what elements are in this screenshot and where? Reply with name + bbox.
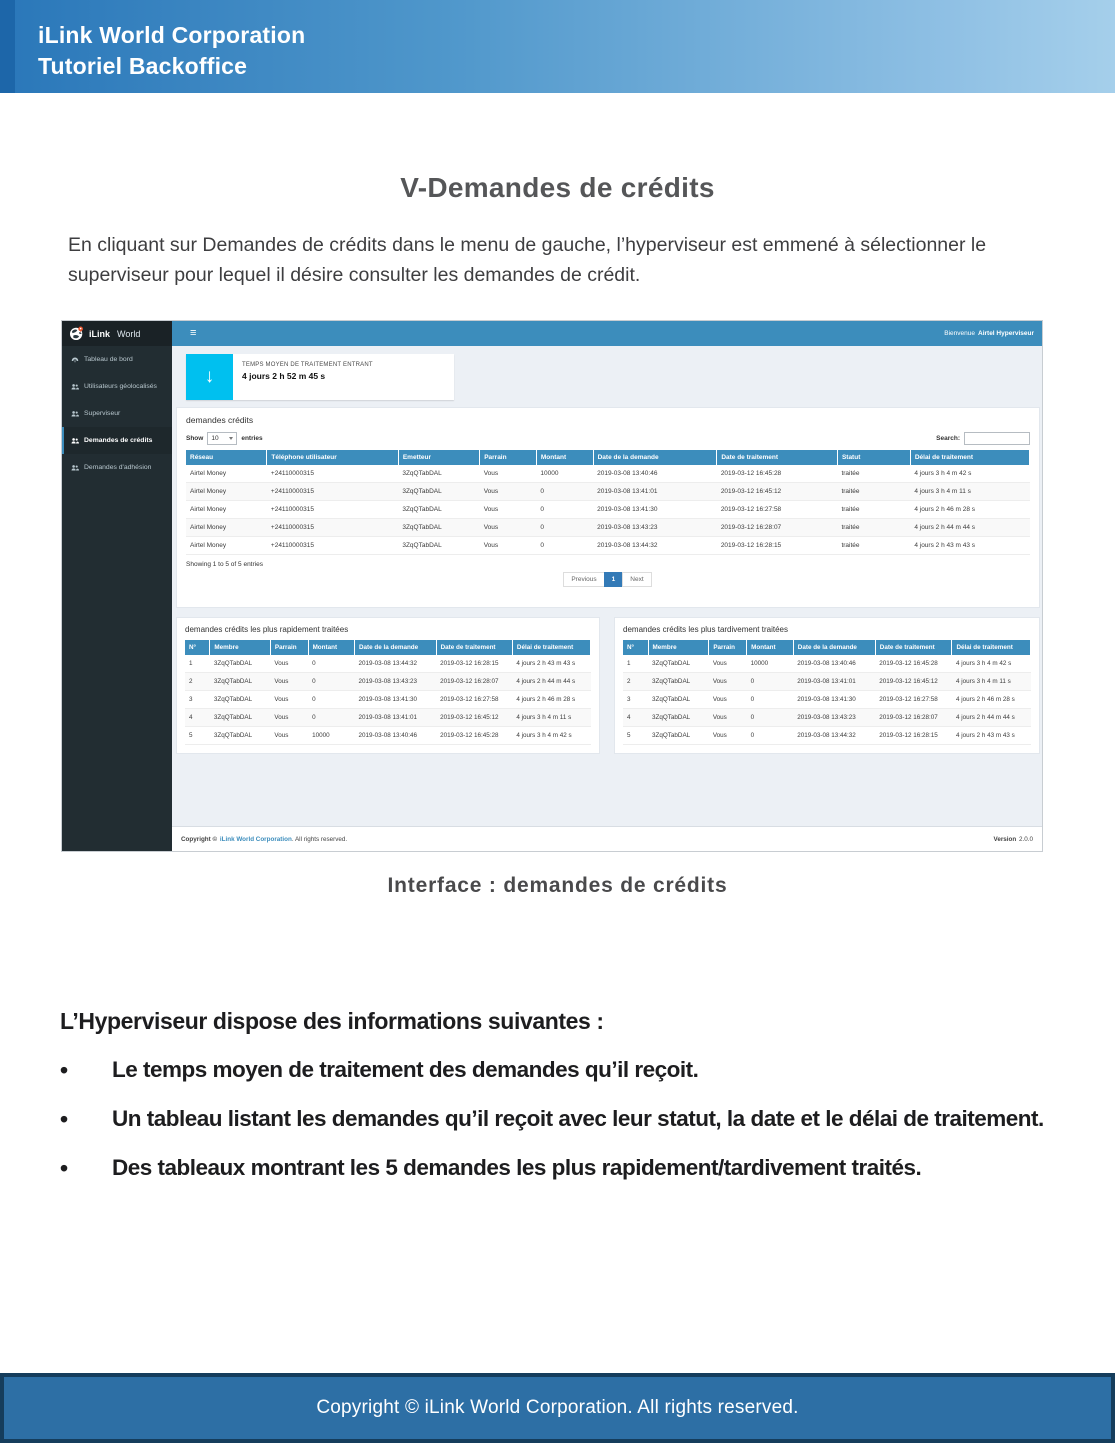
column-header[interactable]: Parrain [480, 450, 537, 465]
document-footer-bar [0, 1373, 1115, 1443]
table-cell: Airtel Money [186, 483, 267, 501]
credit-requests-panel [176, 407, 1040, 608]
table-head [623, 640, 1031, 655]
screenshot-caption: Interface : demandes de crédits [387, 874, 728, 897]
pagination [177, 571, 1039, 589]
search-control [936, 432, 1030, 445]
column-header[interactable]: Membre [648, 640, 709, 655]
table-cell: Airtel Money [186, 465, 267, 483]
table-cell: 2019-03-08 13:40:46 [355, 727, 437, 745]
document-header-banner [0, 0, 1115, 93]
page-title: V-Demandes de crédits [400, 172, 715, 203]
entries-label: entries [241, 435, 263, 442]
table-cell: 10000 [308, 727, 354, 745]
panel-title: demandes crédits [186, 415, 254, 425]
table-cell: 4 jours 3 h 4 m 42 s [952, 655, 1031, 673]
column-header[interactable]: Emetteur [398, 450, 479, 465]
avg-processing-time-infobox [186, 354, 454, 400]
table-cell: 4 jours 2 h 43 m 43 s [952, 727, 1031, 745]
table-cell: Vous [270, 709, 308, 727]
copyright-suffix: . All rights reserved. [291, 835, 348, 843]
arrow-down-icon: ↓ [186, 354, 233, 400]
table-cell: 2019-03-08 13:41:30 [793, 691, 875, 709]
column-header[interactable]: Parrain [709, 640, 747, 655]
table-row [185, 673, 591, 691]
brand-name-bold: iLink [89, 328, 111, 339]
table-cell: 4 jours 2 h 46 m 28 s [910, 501, 1029, 519]
table-row [623, 673, 1031, 691]
page-length-control [186, 432, 263, 445]
version-value: 2.0.0 [1018, 835, 1033, 843]
table-row [185, 727, 591, 745]
table-cell: 3ZqQTabDAL [648, 673, 709, 691]
panel-title: demandes crédits les plus tardivement traitées [623, 625, 788, 634]
table-cell: 2019-03-12 16:45:28 [717, 465, 838, 483]
sidebar-item-utilisateurs-geolocalises[interactable] [62, 373, 172, 400]
page-length-select[interactable] [207, 432, 237, 445]
column-header[interactable]: Statut [837, 450, 910, 465]
table-row [623, 709, 1031, 727]
table-cell: 4 jours 2 h 46 m 28 s [512, 691, 590, 709]
table-head [186, 450, 1030, 465]
table-cell: 2019-03-08 13:41:01 [355, 709, 437, 727]
table-row [186, 501, 1030, 519]
brand-name-light: World [117, 328, 141, 339]
copyright-prefix: Copyright © [181, 835, 219, 843]
sidebar-item-label: Superviseur [84, 410, 121, 417]
credit-requests-table [186, 450, 1030, 555]
table-cell: 4 [623, 709, 648, 727]
table-cell: 2019-03-08 13:41:30 [355, 691, 437, 709]
dashboard-icon [71, 356, 79, 364]
table-cell: 1 [185, 655, 210, 673]
app-logo[interactable] [62, 321, 172, 346]
intro-paragraph: En cliquant sur Demandes de crédits dans le menu de gauche, l’hyperviseur est emmené à sélectionner le superviseur pour lequel il désire consulter les demandes de crédit. [68, 234, 987, 286]
column-header[interactable]: Parrain [270, 640, 308, 655]
column-header[interactable]: Date de la demande [355, 640, 437, 655]
table-cell: traitée [837, 483, 910, 501]
table-cell: 0 [308, 673, 354, 691]
sidebar-item-demandes-de-credits[interactable] [62, 427, 172, 454]
table-cell: 2019-03-12 16:28:07 [717, 519, 838, 537]
table-cell: 2 [185, 673, 210, 691]
column-header[interactable]: Montant [308, 640, 354, 655]
table-row [185, 655, 591, 673]
sidebar-item-tableau-de-bord[interactable] [62, 346, 172, 373]
column-header[interactable]: Montant [536, 450, 593, 465]
page-length-value: 10 [211, 435, 219, 442]
table-cell: 2019-03-12 16:45:12 [717, 483, 838, 501]
table-cell: 2019-03-12 16:45:12 [875, 673, 952, 691]
table-cell: 1 [623, 655, 648, 673]
table-cell: 2019-03-12 16:28:07 [875, 709, 952, 727]
table-row [185, 709, 591, 727]
app-footer [172, 826, 1042, 851]
table-body [186, 465, 1030, 555]
table-cell: Airtel Money [186, 501, 267, 519]
table-cell: 2019-03-12 16:45:28 [436, 727, 512, 745]
table-cell: 2019-03-08 13:40:46 [593, 465, 717, 483]
column-header[interactable]: Délai de traitement [512, 640, 590, 655]
table-cell: Vous [709, 727, 747, 745]
table-cell: 2019-03-12 16:27:58 [436, 691, 512, 709]
table-cell: Vous [480, 465, 537, 483]
column-header[interactable]: Téléphone utilisateur [267, 450, 398, 465]
welcome-user-label[interactable] [944, 321, 1034, 346]
column-header[interactable]: Date de traitement [875, 640, 952, 655]
table-cell: 2 [623, 673, 648, 691]
table-row [623, 727, 1031, 745]
showing-entries-label: Showing 1 to 5 of 5 entries [186, 561, 263, 568]
table-cell: traitée [837, 537, 910, 555]
column-header[interactable]: Montant [747, 640, 794, 655]
table-cell: 2019-03-08 13:40:46 [793, 655, 875, 673]
version-label: Version [993, 835, 1017, 843]
table-cell: traitée [837, 501, 910, 519]
table-cell: Vous [709, 691, 747, 709]
table-row [186, 483, 1030, 501]
table-cell: traitée [837, 519, 910, 537]
document-subtitle: Tutoriel Backoffice [38, 53, 248, 79]
users-icon [71, 464, 79, 472]
table-cell: 0 [536, 519, 593, 537]
table-cell: 3ZqQTabDAL [648, 655, 709, 673]
table-cell: 2019-03-08 13:41:01 [793, 673, 875, 691]
table-cell: 2019-03-12 16:45:28 [875, 655, 952, 673]
table-row [623, 691, 1031, 709]
footer-copyright: Copyright © iLink World Corporation. All rights reserved. [316, 1397, 799, 1418]
welcome-username: Airtel Hyperviseur [978, 330, 1034, 337]
sidebar-toggle-hamburger-icon[interactable]: ≡ [190, 327, 197, 339]
users-icon [71, 383, 79, 391]
fastest-processed-table [185, 640, 591, 745]
table-cell: Vous [709, 655, 747, 673]
sidebar-item-label: Demandes de crédits [84, 437, 153, 444]
table-cell: 3ZqQTabDAL [210, 709, 270, 727]
show-label: Show [186, 435, 204, 442]
previous-page-button[interactable]: Previous [563, 572, 604, 587]
table-cell: 3ZqQTabDAL [210, 673, 270, 691]
search-input[interactable] [964, 432, 1030, 445]
table-cell: 5 [623, 727, 648, 745]
next-page-button[interactable]: Next [622, 572, 651, 587]
column-header[interactable]: Délai de traitement [910, 450, 1029, 465]
table-row [186, 465, 1030, 483]
sidebar-item-label: Utilisateurs géolocalisés [84, 383, 157, 390]
table-row [623, 655, 1031, 673]
table-cell: Vous [480, 537, 537, 555]
bullet-marker: • [60, 1057, 69, 1083]
bullet-text: Un tableau listant les demandes qu’il reçoit avec leur statut, la date et le délai de traitement. [112, 1106, 1044, 1131]
table-cell: 3ZqQTabDAL [398, 501, 479, 519]
table-cell: Vous [480, 483, 537, 501]
sidebar-item-demandes-adhesion[interactable] [62, 454, 172, 481]
table-cell: 3ZqQTabDAL [648, 709, 709, 727]
table-cell: 0 [536, 537, 593, 555]
header-row [185, 640, 591, 655]
table-cell: 0 [308, 655, 354, 673]
table-cell: 2019-03-12 16:27:58 [875, 691, 952, 709]
table-cell: 2019-03-08 13:43:23 [355, 673, 437, 691]
table-cell: 3ZqQTabDAL [210, 727, 270, 745]
column-header[interactable]: Réseau [186, 450, 267, 465]
bullet-text: Des tableaux montrant les 5 demandes les plus rapidement/tardivement traités. [112, 1155, 922, 1180]
table-cell: 4 jours 2 h 44 m 44 s [952, 709, 1031, 727]
table-cell: Vous [270, 655, 308, 673]
header-row [623, 640, 1031, 655]
fastest-processed-panel [176, 617, 600, 754]
table-cell: 5 [185, 727, 210, 745]
table-cell: 2019-03-08 13:43:23 [793, 709, 875, 727]
table-cell: 2019-03-12 16:28:15 [875, 727, 952, 745]
bullet-text: Le temps moyen de traitement des demandes qu’il reçoit. [112, 1057, 699, 1082]
company-name: iLink World Corporation [38, 22, 306, 48]
users-icon [71, 410, 79, 418]
app-sidebar [62, 346, 172, 851]
table-row [186, 519, 1030, 537]
table-row [186, 537, 1030, 555]
table-cell: 0 [747, 709, 794, 727]
table-cell: 2019-03-12 16:27:58 [717, 501, 838, 519]
table-cell: Vous [270, 673, 308, 691]
datatable-controls [177, 429, 1039, 450]
table-cell: 2019-03-12 16:45:12 [436, 709, 512, 727]
table-cell: Airtel Money [186, 537, 267, 555]
info-section [60, 1008, 1065, 1182]
document-header-text [38, 20, 305, 82]
table-cell: 2019-03-08 13:44:32 [355, 655, 437, 673]
search-label: Search: [936, 435, 960, 442]
panel-title: demandes crédits les plus rapidement traitées [185, 625, 349, 634]
table-cell: 4 jours 3 h 4 m 11 s [952, 673, 1031, 691]
table-cell: +24110000315 [267, 519, 398, 537]
table-cell: 3ZqQTabDAL [398, 483, 479, 501]
app-content [172, 346, 1042, 851]
table-cell: +24110000315 [267, 483, 398, 501]
app-copyright [181, 836, 347, 843]
column-header[interactable]: Date de traitement [436, 640, 512, 655]
bullet-marker: • [60, 1155, 69, 1181]
table-cell: 4 jours 2 h 46 m 28 s [952, 691, 1031, 709]
bullet-item [60, 1154, 1065, 1182]
table-cell: +24110000315 [267, 501, 398, 519]
table-cell: 4 jours 2 h 43 m 43 s [512, 655, 590, 673]
table-cell: 0 [747, 727, 794, 745]
table-cell: 3ZqQTabDAL [648, 691, 709, 709]
table-cell: 4 jours 2 h 43 m 43 s [910, 537, 1029, 555]
table-head [185, 640, 591, 655]
sidebar-item-label: Demandes d'adhésion [84, 464, 152, 471]
sidebar-item-superviseur[interactable] [62, 400, 172, 427]
column-header[interactable]: Délai de traitement [952, 640, 1031, 655]
infobox-value: 4 jours 2 h 52 m 45 s [242, 371, 326, 381]
table-cell: +24110000315 [267, 537, 398, 555]
table-cell: Vous [480, 519, 537, 537]
infobox-body [233, 354, 454, 400]
table-cell: Vous [270, 727, 308, 745]
column-header[interactable]: Date de traitement [717, 450, 838, 465]
page-1-button[interactable]: 1 [604, 572, 624, 587]
table-cell: 4 jours 2 h 44 m 44 s [910, 519, 1029, 537]
table-cell: 10000 [747, 655, 794, 673]
table-cell: 4 jours 3 h 4 m 42 s [910, 465, 1029, 483]
users-icon [71, 437, 79, 445]
table-cell: 3ZqQTabDAL [210, 655, 270, 673]
table-cell: 0 [308, 709, 354, 727]
table-cell: traitée [837, 465, 910, 483]
column-header[interactable]: N° [185, 640, 210, 655]
table-cell: Vous [709, 673, 747, 691]
table-cell: 3 [623, 691, 648, 709]
chevron-down-icon [229, 437, 233, 440]
globe-logo-icon [69, 326, 84, 341]
table-cell: 3ZqQTabDAL [210, 691, 270, 709]
column-header[interactable]: Date de la demande [793, 640, 875, 655]
table-cell: 2019-03-08 13:44:32 [793, 727, 875, 745]
table-cell: 4 jours 3 h 4 m 11 s [512, 709, 590, 727]
table-cell: 4 jours 3 h 4 m 11 s [910, 483, 1029, 501]
table-cell: 10000 [536, 465, 593, 483]
table-cell: 2019-03-08 13:41:01 [593, 483, 717, 501]
app-screenshot [62, 321, 1042, 851]
table-cell: 0 [536, 483, 593, 501]
table-cell: 0 [747, 691, 794, 709]
info-heading: L’Hyperviseur dispose des informations suivantes : [60, 1008, 604, 1034]
table-cell: Vous [709, 709, 747, 727]
table-cell: 0 [308, 691, 354, 709]
table-cell: 2019-03-08 13:41:30 [593, 501, 717, 519]
table-cell: 2019-03-12 16:28:15 [436, 655, 512, 673]
infobox-label: TEMPS MOYEN DE TRAITEMENT ENTRANT [242, 362, 373, 368]
table-body [185, 655, 591, 745]
header-row [186, 450, 1030, 465]
table-cell: 3ZqQTabDAL [398, 465, 479, 483]
table-cell: 3 [185, 691, 210, 709]
table-cell: 2019-03-12 16:28:07 [436, 673, 512, 691]
column-header[interactable]: Date de la demande [593, 450, 717, 465]
table-cell: 0 [536, 501, 593, 519]
bullet-marker: • [60, 1106, 69, 1132]
table-cell: 4 jours 2 h 44 m 44 s [512, 673, 590, 691]
table-cell: 2019-03-12 16:28:15 [717, 537, 838, 555]
table-cell: 3ZqQTabDAL [398, 537, 479, 555]
app-navbar [62, 321, 1042, 346]
company-link[interactable]: iLink World Corporation [219, 835, 292, 843]
table-cell: 2019-03-08 13:43:23 [593, 519, 717, 537]
table-cell: 3ZqQTabDAL [648, 727, 709, 745]
table-cell: Airtel Money [186, 519, 267, 537]
column-header[interactable]: N° [623, 640, 648, 655]
sidebar-item-label: Tableau de bord [84, 356, 133, 363]
slowest-processed-panel [614, 617, 1040, 754]
table-cell: 4 [185, 709, 210, 727]
welcome-prefix: Bienvenue [944, 330, 975, 337]
slowest-processed-table [623, 640, 1031, 745]
app-version [993, 836, 1033, 843]
column-header[interactable]: Membre [210, 640, 270, 655]
table-cell: +24110000315 [267, 465, 398, 483]
table-cell: Vous [270, 691, 308, 709]
table-cell: Vous [480, 501, 537, 519]
bullet-item [60, 1105, 1065, 1133]
table-cell: 2019-03-08 13:44:32 [593, 537, 717, 555]
table-cell: 4 jours 3 h 4 m 42 s [512, 727, 590, 745]
table-body [623, 655, 1031, 745]
table-cell: 3ZqQTabDAL [398, 519, 479, 537]
bullet-item [60, 1056, 1065, 1084]
table-cell: 0 [747, 673, 794, 691]
table-row [185, 691, 591, 709]
